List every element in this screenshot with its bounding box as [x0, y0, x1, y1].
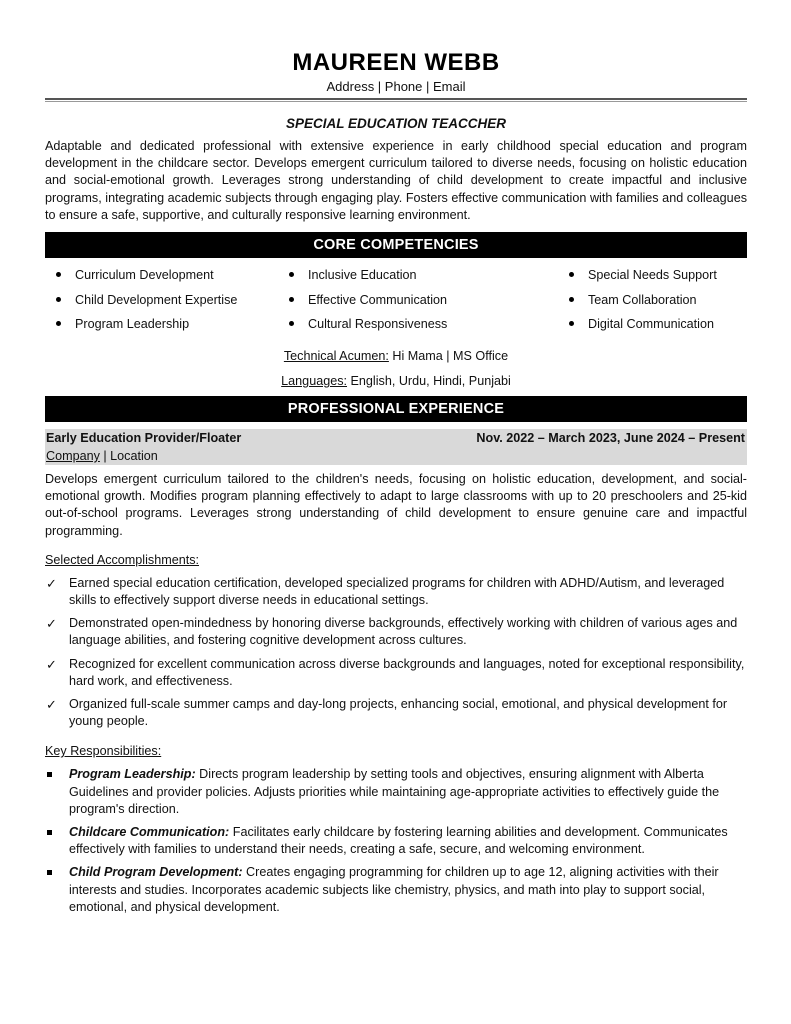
- technical-acumen-value: Hi Mama | MS Office: [388, 349, 509, 364]
- job-description: Develops emergent curriculum tailored to the children's needs, focusing on holistic education, development, and social-emotional growth. Modifies program planning effectively to adapt to large classrooms with up to 20 preschoolers and 25-kid out-of-school programs. Leverages strong understanding of child development to ensure genuine care and impactful programming.: [45, 472, 747, 538]
- professional-experience-heading: PROFESSIONAL EXPERIENCE: [45, 396, 747, 422]
- list-item: ✓ Demonstrated open-mindedness by honoring diverse backgrounds, effectively working with children of various ages and language abilities, and fostering cognitive development across cultures.: [46, 616, 738, 648]
- bullet-icon: [289, 272, 294, 277]
- competencies-column-1: [51, 266, 237, 340]
- competency-item: Curriculum Development: [51, 266, 237, 291]
- bullet-icon: [289, 321, 294, 326]
- responsibilities-heading: Key Responsibilities:: [45, 744, 162, 759]
- job-title-row: [46, 429, 745, 447]
- role-title: SPECIAL EDUCATION TEACCHER: [285, 116, 506, 131]
- competencies-column-2: [284, 266, 447, 340]
- bullet-icon: [569, 321, 574, 326]
- check-icon: ✓: [46, 575, 57, 591]
- competency-item: Program Leadership: [51, 315, 237, 340]
- company-row: [46, 447, 745, 465]
- competency-item: Child Development Expertise: [51, 291, 237, 316]
- competencies-column-3: [564, 266, 717, 340]
- technical-acumen: [45, 347, 747, 365]
- bullet-icon: [56, 321, 61, 326]
- competency-item: Cultural Responsiveness: [284, 315, 447, 340]
- bullet-icon: [569, 297, 574, 302]
- square-bullet-icon: [47, 870, 52, 875]
- list-item: ✓ Recognized for excellent communication across diverse backgrounds and languages, noted for exceptional responsibility, hard work, and effectiveness.: [46, 656, 745, 688]
- list-item: Program Leadership: Directs program leadership by setting tools and objectives, ensuring alignment with Alberta Guidelines and provider policies. Adjusts priorities while maintaining age-appropriate activities to effectively guide the program's direction.: [45, 766, 747, 818]
- job-dates: Nov. 2022 – March 2023, June 2024 – Present: [476, 431, 745, 446]
- bullet-icon: [56, 272, 61, 277]
- bullet-icon: [569, 272, 574, 277]
- contact-line: Address | Phone | Email: [326, 79, 466, 94]
- list-item: ✓ Organized full-scale summer camps and day-long projects, enhancing social, emotional, and physical development for young people.: [46, 697, 728, 729]
- competency-item: Special Needs Support: [564, 266, 717, 291]
- responsibilities-list: [45, 766, 747, 916]
- company-name: Company: [46, 449, 100, 464]
- check-icon: ✓: [46, 616, 57, 632]
- resume-page: [45, 0, 747, 916]
- bullet-icon: [56, 297, 61, 302]
- list-item: Childcare Communication: Facilitates early childcare by fostering learning abilities and development. Communicates effectively with families to understand their needs, creating a safe, secure, and welcoming environment.: [45, 824, 747, 858]
- job-title: Early Education Provider/Floater: [46, 431, 242, 446]
- languages: [45, 372, 747, 390]
- check-icon: ✓: [46, 697, 57, 713]
- bullet-icon: [289, 297, 294, 302]
- competency-item: Team Collaboration: [564, 291, 717, 316]
- competency-item: Effective Communication: [284, 291, 447, 316]
- square-bullet-icon: [47, 772, 52, 777]
- core-competencies-heading: CORE COMPETENCIES: [45, 232, 747, 258]
- competency-item: Inclusive Education: [284, 266, 447, 291]
- header-divider: [45, 98, 747, 102]
- competencies-grid: [45, 258, 747, 348]
- candidate-name: MAUREEN WEBB: [292, 49, 500, 76]
- languages-value: English, Urdu, Hindi, Punjabi: [347, 374, 511, 389]
- competency-item: Digital Communication: [564, 315, 717, 340]
- accomplishments-heading: Selected Accomplishments:: [45, 552, 199, 567]
- job-header: [45, 429, 747, 465]
- professional-summary: Adaptable and dedicated professional with extensive experience in early childhood special education and program development in the childcare sector. Develops emergent curriculum tailored to diverse needs, focusing on holistic education and social-emotional growth. Leverages strong understanding of child development to create impactful and inclusive programs, integrating academic subjects through engaging play. Fosters effective communication with families and colleagues to ensure a safe, supportive, and culturally responsive learning environment.: [45, 139, 747, 222]
- company-location: | Location: [99, 449, 158, 464]
- list-item: Child Program Development: Creates engaging programming for children up to age 12, aligning activities with their interests and studies. Incorporates academic subjects like chemistry, physics, and math into play to support social, emotional, and physical development.: [45, 864, 747, 916]
- accomplishments-list: [45, 575, 747, 731]
- square-bullet-icon: [47, 830, 52, 835]
- check-icon: ✓: [46, 656, 57, 672]
- list-item: ✓ Earned special education certification, developed specialized programs for children with ADHD/Autism, and leveraged skills to effectively support diverse needs in educational settings.: [46, 575, 725, 608]
- technical-acumen-label: Technical Acumen:: [283, 349, 389, 364]
- languages-label: Languages:: [281, 374, 348, 389]
